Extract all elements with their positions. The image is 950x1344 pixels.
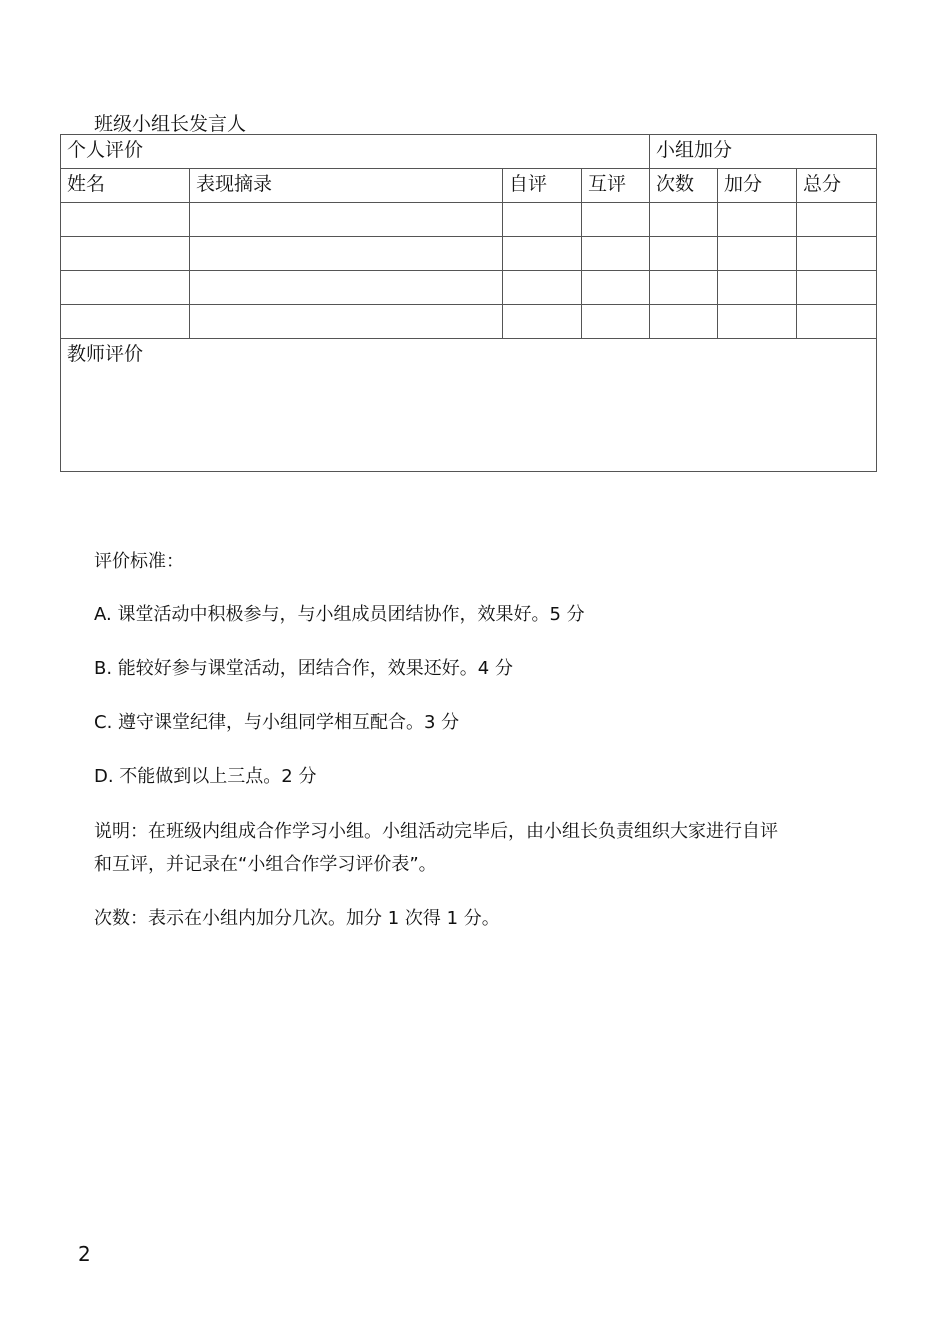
- table-cell: [61, 237, 190, 271]
- explanation-line-2: 和互评，并记录在“小组合作学习评价表”。: [94, 854, 437, 875]
- table-cell: [503, 203, 582, 237]
- table-cell: [718, 237, 797, 271]
- table-cell: [582, 271, 650, 305]
- column-header: 总分: [797, 169, 877, 203]
- table-cell: [503, 271, 582, 305]
- column-header: 表现摘录: [190, 169, 503, 203]
- header-line: 班级小组长发言人: [94, 113, 247, 135]
- teacher-row: [61, 339, 877, 472]
- table-cell: [650, 237, 718, 271]
- evaluation-table: [60, 134, 877, 472]
- column-header: 自评: [503, 169, 582, 203]
- table-cell: [718, 305, 797, 339]
- table-cell: [718, 271, 797, 305]
- column-header: 姓名: [61, 169, 190, 203]
- section-header-row: [61, 135, 877, 169]
- table-cell: [503, 305, 582, 339]
- criteria-title: 评价标准：: [94, 551, 184, 572]
- table-cell: [797, 305, 877, 339]
- table-cell: [650, 271, 718, 305]
- table-cell: [797, 237, 877, 271]
- table-row: [61, 271, 877, 305]
- table-cell: [797, 203, 877, 237]
- table-cell: [797, 271, 877, 305]
- table-cell: [582, 237, 650, 271]
- table-cell: [190, 237, 503, 271]
- explanation-line-1: 说明：在班级内组成合作学习小组。小组活动完毕后，由小组长负责组织大家进行自评: [94, 821, 778, 842]
- table-cell: [61, 271, 190, 305]
- table-cell: [190, 271, 503, 305]
- column-header: 次数: [650, 169, 718, 203]
- table-cell: [650, 203, 718, 237]
- criteria-item-b: B. 能较好参与课堂活动，团结合作，效果还好。4 分: [94, 658, 513, 679]
- criteria-item-a: A. 课堂活动中积极参与，与小组成员团结协作，效果好。5 分: [94, 604, 585, 625]
- column-header-row: [61, 169, 877, 203]
- table-cell: [190, 305, 503, 339]
- page-number: 2: [78, 1242, 91, 1266]
- table-cell: [61, 203, 190, 237]
- count-note: 次数：表示在小组内加分几次。加分 1 次得 1 分。: [94, 908, 500, 929]
- criteria-item-d: D. 不能做到以上三点。2 分: [94, 766, 317, 787]
- teacher-evaluation: 教师评价: [61, 339, 877, 472]
- table-cell: [650, 305, 718, 339]
- table-row: [61, 305, 877, 339]
- table-cell: [582, 305, 650, 339]
- table-cell: [582, 203, 650, 237]
- column-header: 加分: [718, 169, 797, 203]
- table-cell: [503, 237, 582, 271]
- table-row: [61, 203, 877, 237]
- criteria-item-c: C. 遵守课堂纪律，与小组同学相互配合。3 分: [94, 712, 460, 733]
- table-cell: [61, 305, 190, 339]
- section-individual: 个人评价: [61, 135, 650, 169]
- section-group: 小组加分: [650, 135, 877, 169]
- table-cell: [718, 203, 797, 237]
- table-row: [61, 237, 877, 271]
- table-cell: [190, 203, 503, 237]
- column-header: 互评: [582, 169, 650, 203]
